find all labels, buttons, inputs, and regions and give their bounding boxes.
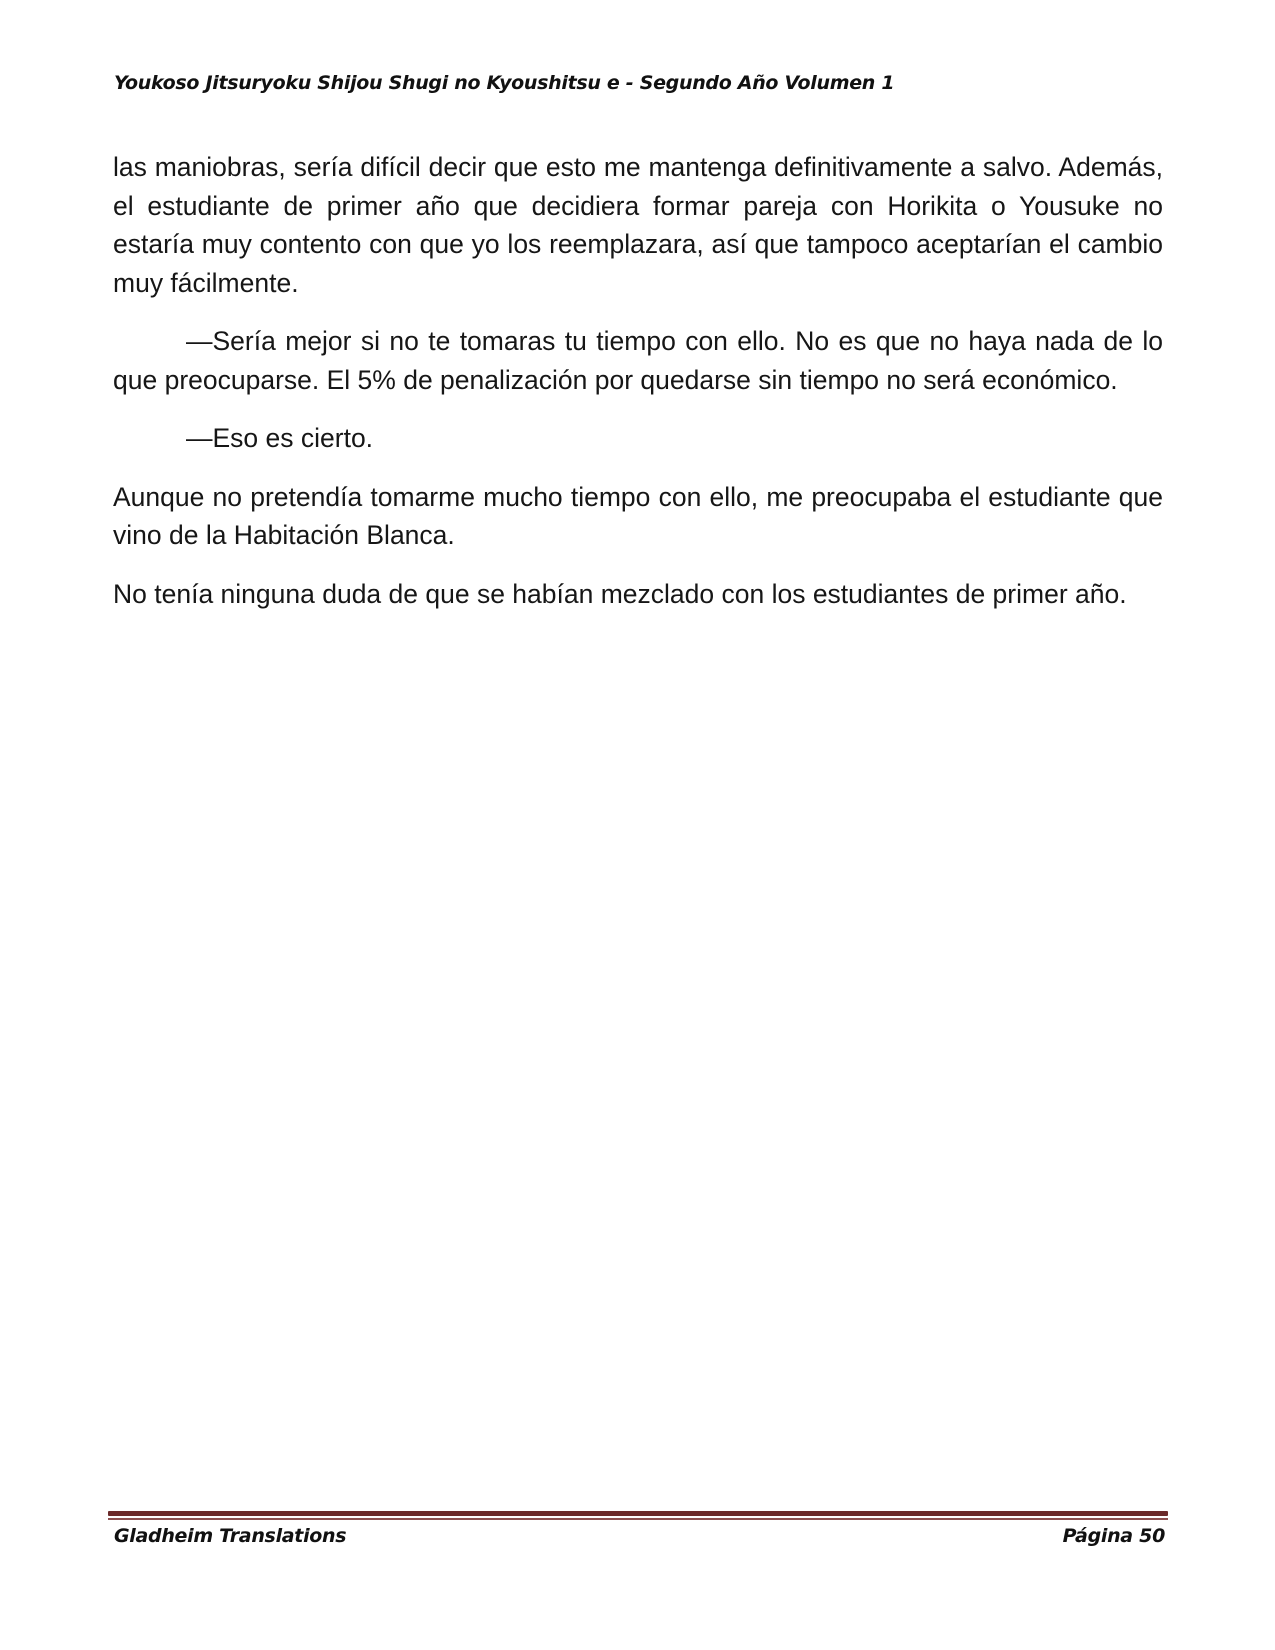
dialogue-paragraph: —Sería mejor si no te tomaras tu tiempo con ello. No es que no haya nada de lo que preocuparse. El 5% de penalización por quedarse sin tiempo no será económico.: [113, 326, 1163, 395]
running-header: Youkoso Jitsuryoku Shijou Shugi no Kyoushitsu e - Segundo Año Volumen 1: [114, 72, 895, 94]
body-text: [113, 148, 1163, 633]
footer-divider-thin-line: [108, 1518, 1168, 1520]
footer-divider: [108, 1511, 1168, 1520]
dialogue-paragraph: —Eso es cierto.: [186, 423, 374, 453]
footer-credit: Gladheim Translations: [114, 1525, 347, 1547]
paragraph: Aunque no pretendía tomarme mucho tiempo con ello, me preocupaba el estudiante que vino de la Habitación Blanca.: [113, 481, 1163, 550]
paragraph: No tenía ninguna duda de que se habían mezclado con los estudiantes de primer año.: [113, 578, 1127, 609]
page-number: Página 50: [1062, 1525, 1165, 1547]
paragraph: las maniobras, sería difícil decir que esto me mantenga definitivamente a salvo. Además, el estudiante de primer año que decidiera formar pareja con Horikita o Yousuke no estaría muy contento con que yo los reemplazara, así que tampoco aceptarían el cambio muy fácilmente.: [113, 152, 1163, 298]
footer-divider-thick-line: [108, 1511, 1168, 1516]
